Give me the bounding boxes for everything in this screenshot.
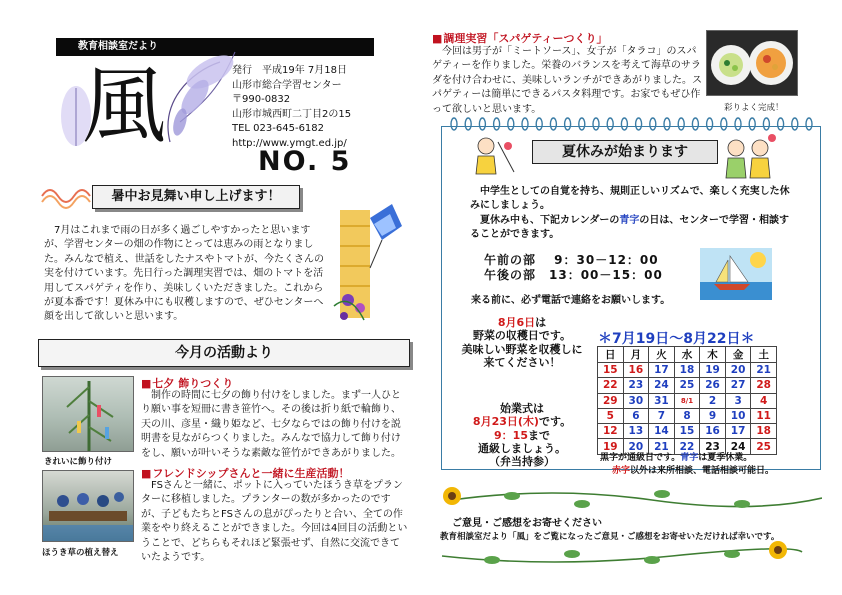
- calendar-week-row: [598, 378, 777, 393]
- harvest-notice: [452, 316, 592, 369]
- tanabata-body: 制作の時間に七夕の飾り付けをしました。まず一人ひとり願い事を短冊に書き笹竹へ。その後は折り紙で輪飾り、天の川、彦星・織り姫など、七夕ならではの飾り付けを説明書を見ながらつくりました。みんなで協力して飾り付けをし、願いが叶いそうな素敵な笹竹ができあがりました。: [141, 390, 401, 459]
- harvest-text-1: は: [535, 316, 547, 329]
- calendar-day: 8: [674, 408, 700, 423]
- calendar-day: 3: [725, 393, 751, 408]
- summer-calendar: [597, 346, 777, 455]
- calendar-day: 20: [623, 439, 649, 454]
- calendar-day: 11: [751, 408, 777, 423]
- planting-caption: ほうき草の植え替え: [42, 548, 119, 558]
- calendar-day: 16: [700, 424, 726, 439]
- ring: [735, 118, 741, 130]
- calendar-day: 17: [725, 424, 751, 439]
- children-illustration-left: [468, 132, 520, 180]
- calendar-day: 23: [700, 439, 726, 454]
- calendar-weekday: 日: [598, 347, 624, 363]
- notebook-rings: [446, 117, 816, 131]
- calendar-day: 14: [649, 424, 675, 439]
- summer-intro-2: [470, 214, 790, 243]
- friendship-subheading: ■ フレンドシップさんと一緒に生産活動！: [141, 465, 349, 481]
- legend-text-c: は夏季休業。: [698, 453, 753, 463]
- calendar-day: 25: [751, 439, 777, 454]
- ring: [479, 118, 485, 130]
- cooking-subheading: ■ 調理実習「スパゲティーつくり」: [432, 30, 608, 46]
- harvest-text-2: 野菜の収穫日です。 美味しい野菜を収穫しに 来てください！: [461, 329, 583, 369]
- sunflower-vine-bottom: [432, 540, 822, 570]
- intro-text-a: 夏休み中も、下記カレンダーの: [480, 215, 620, 226]
- calendar-day: 20: [725, 363, 751, 378]
- calendar-weekday: 土: [751, 347, 777, 363]
- ring: [664, 118, 670, 130]
- ring: [778, 118, 784, 130]
- calendar-day: 8/1: [674, 393, 700, 408]
- tanabata-subheading: ■ 七夕 飾りつくり: [141, 375, 233, 391]
- calendar-day: 25: [674, 378, 700, 393]
- masthead-label: 教育相談室だより: [78, 41, 158, 52]
- legend-text-a: 黒字が通級日です。: [600, 453, 681, 463]
- calendar-day: 18: [674, 363, 700, 378]
- calendar-week-row: [598, 424, 777, 439]
- activities-heading: 今月の活動より: [38, 339, 410, 367]
- calendar-day: 13: [623, 424, 649, 439]
- greeting-heading: 暑中お見舞い申し上げます！: [92, 185, 300, 209]
- ring: [508, 118, 514, 130]
- publisher-info: 発行 平成19年 7月18日 山形市総合学習センター 〒990-0832 山形市城西町二丁目2の15 TEL 023-645-6182 http://www.ymgt.ed.jp/: [232, 65, 352, 149]
- legend-text-blue: 青字: [680, 453, 699, 463]
- call-notice: 来る前に、必ず電話で連絡をお願いします。: [471, 295, 671, 306]
- calendar-header-row: [598, 347, 777, 363]
- planting-photo: [42, 470, 134, 542]
- ring: [806, 118, 812, 130]
- calendar-weekday: 火: [649, 347, 675, 363]
- planting-scene: [43, 471, 133, 541]
- sunflower-vine-top: [432, 484, 822, 514]
- school-start-notice: [452, 402, 592, 468]
- legend-text-d: 以外は来所相談、電話相談可能日。: [630, 466, 775, 476]
- spaghetti-caption: 彩りよく完成！: [724, 103, 784, 113]
- feedback-title: ご意見・ご感想をお寄せください: [452, 518, 602, 529]
- calendar-day: 21: [649, 439, 675, 454]
- ring: [536, 118, 542, 130]
- intro-text-blue: 青字: [619, 215, 640, 226]
- calendar-day: 27: [725, 378, 751, 393]
- calendar-day: 7: [649, 408, 675, 423]
- school-text-2: です。: [538, 415, 572, 429]
- calendar-day: 26: [700, 378, 726, 393]
- calendar-day: 18: [751, 424, 777, 439]
- calendar-week-row: [598, 363, 777, 378]
- school-text-1: 始業式は: [500, 402, 544, 415]
- ring: [792, 118, 798, 130]
- calendar-range: ＊7月19日～8月22日＊: [598, 331, 755, 347]
- school-text-3: まで 通級しましょう。 （弁当持参）: [478, 428, 566, 469]
- ring: [636, 118, 642, 130]
- calendar-day: 15: [674, 424, 700, 439]
- ring: [707, 118, 713, 130]
- ring: [550, 118, 556, 130]
- school-date: 8月23日(木): [472, 415, 539, 429]
- calendar-day: 24: [649, 378, 675, 393]
- calendar-legend-2: [612, 463, 774, 476]
- ring: [465, 118, 471, 130]
- issue-number: NO. 5: [258, 146, 352, 177]
- ring: [451, 118, 457, 130]
- calendar-day: 9: [700, 408, 726, 423]
- calendar-day: 31: [649, 393, 675, 408]
- friendship-body: FSさんと一緒に、ポットに入っていたほうき草をプランターに移植しました。プランターの数が多かったのですが、子どもたちとFSさんの息がぴったりと合い、全ての作業をやり終えることができました。今回は4回目の活動ということで、どちらもそれほど緊張せず、自然に交流できていたようです。: [141, 480, 408, 564]
- greeting-body: 7月はこれまで雨の日が多く過ごしやすかったと思いますが、学習センターの畑の作物にとっては恵みの雨となりました。みんなで植え、世話をしたナスやトマトが、今たくさんの実を付けています。先日行った調理実習では、畑のトマトを活用してスパゲティを作り、美味しくいただきました。これからが夏本番です！夏休み中にも収穫しますので、ぜひセンターへ顔を出して欲しいと思います。: [44, 225, 324, 323]
- ring: [763, 118, 769, 130]
- legend-text-red: 赤字: [612, 466, 631, 476]
- calendar-day: 28: [751, 378, 777, 393]
- tanabata-photo: [42, 376, 134, 452]
- masthead-logo-kanji: 風: [82, 57, 167, 155]
- calendar-day: 15: [598, 363, 624, 378]
- ring: [692, 118, 698, 130]
- morning-hours: 午前の部 9：30－12：00: [484, 253, 659, 267]
- calendar-day: 22: [598, 378, 624, 393]
- calendar-day: 5: [598, 408, 624, 423]
- calendar-weekday: 金: [725, 347, 751, 363]
- calendar-week-row: [598, 393, 777, 408]
- ring: [650, 118, 656, 130]
- calendar-day: 19: [700, 363, 726, 378]
- summer-intro-1: 中学生としての自覚を持ち、規則正しいリズムで、楽しく充実した休みにしましょう。: [470, 186, 790, 212]
- ring: [678, 118, 684, 130]
- calendar-day: 24: [725, 439, 751, 454]
- calendar-day: 16: [623, 363, 649, 378]
- school-time: 9：15: [494, 428, 528, 442]
- calendar-day: 29: [598, 393, 624, 408]
- calendar-weekday: 水: [674, 347, 700, 363]
- calendar-day: 4: [751, 393, 777, 408]
- ring: [593, 118, 599, 130]
- calendar-day: 19: [598, 439, 624, 454]
- bamboo-decoration: [43, 377, 133, 451]
- ring: [721, 118, 727, 130]
- harvest-date: 8月6日: [497, 316, 536, 329]
- calendar-day: 12: [598, 424, 624, 439]
- calendar-legend-1: [600, 450, 752, 463]
- intro-text-c: の日は、センターで学習・相談することができます。: [470, 215, 789, 241]
- calendar-day: 10: [725, 408, 751, 423]
- wavy-decoration: [40, 180, 100, 210]
- cooking-body: 今回は男子が「ミートソース」、女子が「タラコ」のスパゲティーを作りました。栄養のバランスを考えて海草のサラダを付け合わせに、美味しいランチができあがりました。スパゲティーは簡単にできるパスタ料理です。お家でもぜひ作って欲しいと思います。: [432, 46, 702, 115]
- tanabata-caption: きれいに飾り付け: [44, 457, 113, 467]
- summer-title: 夏休みが始まります: [532, 140, 718, 164]
- spaghetti-photo: [706, 30, 798, 96]
- calendar-day: 2: [700, 393, 726, 408]
- calendar-day: 30: [623, 393, 649, 408]
- feedback-body: 教育相談室だより「風」をご覧になったご意見・ご感想をお寄せいただければ幸いです。: [440, 532, 780, 542]
- calendar-day: 21: [751, 363, 777, 378]
- calendar-day: 6: [623, 408, 649, 423]
- calendar-day: 22: [674, 439, 700, 454]
- ring: [621, 118, 627, 130]
- wind-chime-illustration: [330, 196, 410, 326]
- calendar-weekday: 月: [623, 347, 649, 363]
- calendar-day: 17: [649, 363, 675, 378]
- ring: [749, 118, 755, 130]
- ring: [494, 118, 500, 130]
- ring: [579, 118, 585, 130]
- calendar-weekday: 木: [700, 347, 726, 363]
- calendar-week-row: [598, 408, 777, 423]
- afternoon-hours: 午後の部 13：00－15：00: [484, 268, 663, 282]
- sailboat-illustration: [700, 248, 772, 300]
- ring: [522, 118, 528, 130]
- spaghetti-plates: [707, 31, 797, 95]
- children-illustration-right: [720, 132, 780, 184]
- ring: [607, 118, 613, 130]
- ring: [565, 118, 571, 130]
- calendar-day: 23: [623, 378, 649, 393]
